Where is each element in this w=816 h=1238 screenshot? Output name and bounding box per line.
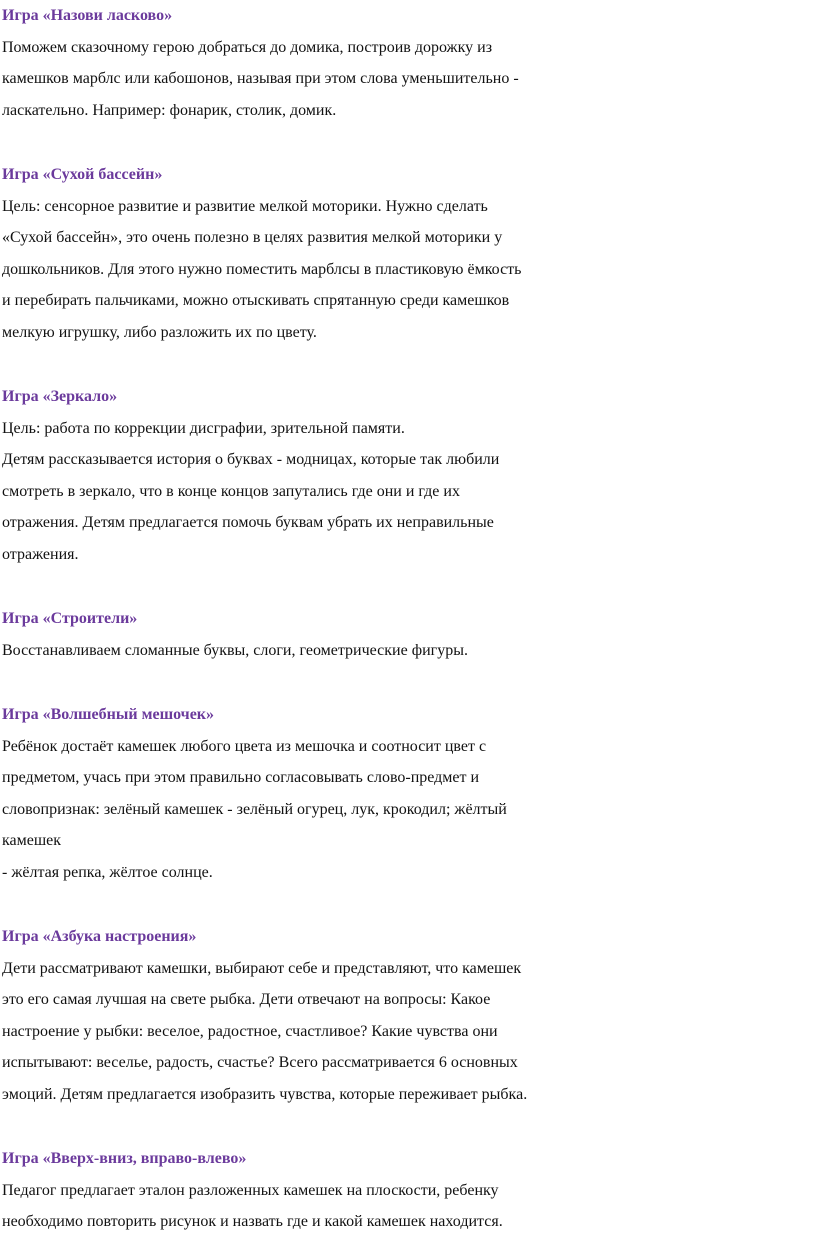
paragraph-line: необходимо повторить рисунок и назвать где и какой камешек находится. bbox=[2, 1213, 503, 1230]
paragraph-line: ласкательно. Например: фонарик, столик, домик. bbox=[2, 101, 337, 119]
paragraph-line: Детям рассказывается история о буквах - модницах, которые так любили bbox=[2, 451, 500, 468]
section-title: Игра «Назови ласково» bbox=[2, 7, 173, 24]
section-sukhoi-bassein bbox=[2, 159, 808, 348]
section-title: Игра «Азбука настроения» bbox=[2, 928, 197, 945]
paragraph-line: Педагог предлагает эталон разложенных камешек на плоскости, ребенку bbox=[2, 1181, 499, 1199]
section-zerkalo bbox=[2, 381, 808, 570]
paragraph-line: Дети рассматривают камешки, выбирают себе и представляют, что камешек bbox=[2, 959, 522, 977]
paragraph-line: Поможем сказочному герою добраться до домика, построив дорожку из bbox=[2, 38, 493, 56]
paragraph-line: камешек bbox=[2, 832, 62, 849]
paragraph-line: мелкую игрушку, либо разложить их по цвету. bbox=[2, 323, 317, 341]
section-stroiteli bbox=[2, 603, 808, 666]
section-nazovi-laskovo bbox=[2, 0, 808, 126]
section-volshebnyi-meshochek bbox=[2, 699, 808, 888]
section-title: Игра «Зеркало» bbox=[2, 388, 118, 405]
section-title: Игра «Сухой бассейн» bbox=[2, 166, 163, 183]
paragraph-line: отражения. bbox=[2, 545, 79, 563]
paragraph-line: «Сухой бассейн», это очень полезно в целях развития мелкой моторики у bbox=[2, 229, 503, 246]
paragraph-line: дошкольников. Для этого нужно поместить марблсы в пластиковую ёмкость bbox=[2, 260, 522, 278]
section-title: Игра «Вверх-вниз, вправо-влево» bbox=[2, 1150, 247, 1167]
paragraph-line: - жёлтая репка, жёлтое солнце. bbox=[2, 863, 213, 881]
paragraph-line: настроение у рыбки: веселое, радостное, счастливое? Какие чувства они bbox=[2, 1022, 498, 1040]
paragraph-line: отражения. Детям предлагается помочь буквам убрать их неправильные bbox=[2, 514, 494, 531]
section-azbuka-nastroeniya bbox=[2, 921, 808, 1110]
paragraph-line: смотреть в зеркало, что в конце концов запутались где они и где их bbox=[2, 482, 460, 500]
paragraph-line: эмоций. Детям предлагается изобразить чувства, которые переживает рыбка. bbox=[2, 1085, 528, 1103]
paragraph-line: и перебирать пальчиками, можно отыскивать спрятанную среди камешков bbox=[2, 292, 510, 309]
paragraph-line: Восстанавливаем сломанные буквы, слоги, геометрические фигуры. bbox=[2, 641, 468, 659]
section-vverkh-vniz bbox=[2, 1143, 808, 1238]
paragraph-line: Ребёнок достаёт камешек любого цвета из мешочка и соотносит цвет с bbox=[2, 737, 487, 755]
paragraph-line: Цель: работа по коррекции дисграфии, зрительной памяти. bbox=[2, 419, 405, 437]
paragraph-line: это его самая лучшая на свете рыбка. Дети отвечают на вопросы: Какое bbox=[2, 991, 491, 1008]
paragraph-line: предметом, учась при этом правильно согласовывать слово-предмет и bbox=[2, 769, 480, 786]
section-title: Игра «Строители» bbox=[2, 610, 138, 627]
paragraph-line: камешков марблс или кабошонов, называя при этом слова уменьшительно - bbox=[2, 70, 519, 87]
paragraph-line: испытывают: веселье, радость, счастье? Всего рассматривается 6 основных bbox=[2, 1054, 518, 1071]
section-title: Игра «Волшебный мешочек» bbox=[2, 706, 215, 723]
paragraph-line: словопризнак: зелёный камешек - зелёный огурец, лук, крокодил; жёлтый bbox=[2, 800, 507, 818]
paragraph-line: Цель: сенсорное развитие и развитие мелкой моторики. Нужно сделать bbox=[2, 197, 488, 215]
